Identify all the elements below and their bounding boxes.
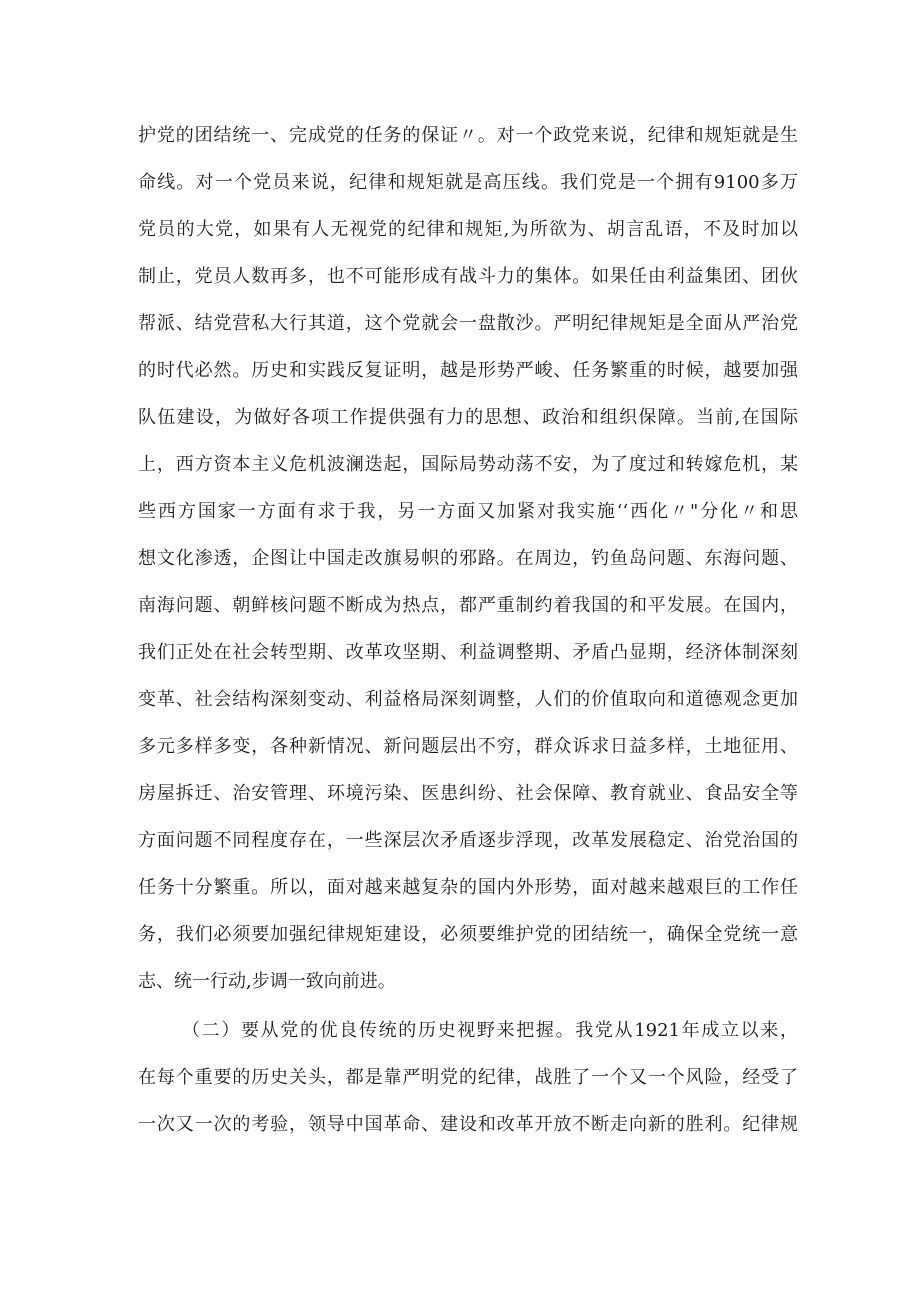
text-line: 的时代必然。历史和实践反复证明，越是形势严峻、任务繁重的时候，越要加强 [138, 360, 798, 381]
text-line: 护党的团结统一、完成党的任务的保证〃。对一个政党来说，纪律和规矩就是生 [138, 125, 798, 146]
text-line: 命线。对一个党员来说，纪律和规矩就是高压线。我们党是一个拥有9100多万 [138, 172, 798, 193]
text-line: 变革、社会结构深刻变动、利益格局深刻调整，人们的价值取向和道德观念更加 [138, 689, 798, 710]
text-line: （二）要从党的优良传统的历史视野来把握。我党从1921年成立以来， [182, 1020, 798, 1041]
text-line: 志、统一行动,步调一致向前进。 [138, 971, 396, 992]
text-line: 我们正处在社会转型期、改革攻坚期、利益调整期、矛盾凸显期，经济体制深刻 [138, 642, 798, 663]
text-line: 想文化渗透，企图让中国走改旗易帜的邪路。在周边，钓鱼岛问题、东海问题、 [138, 548, 798, 569]
text-line: 南海问题、朝鲜核问题不断成为热点，都严重制约着我国的和平发展。在国内， [138, 595, 798, 616]
text-line: 帮派、结党营私大行其道，这个党就会一盘散沙。严明纪律规矩是全面从严治党 [138, 313, 798, 334]
text-line: 一次又一次的考验，领导中国革命、建设和改革开放不断走向新的胜利。纪律规 [138, 1114, 798, 1135]
text-line: 些西方国家一方面有求于我，另一方面又加紧对我实施‘‘西化〃"分化〃和思 [138, 501, 798, 522]
text-line: 党员的大党，如果有人无视党的纪律和规矩,为所欲为、胡言乱语，不及时加以 [138, 219, 798, 240]
paragraph-2 [138, 1007, 798, 1148]
text-line: 多元多样多变，各种新情况、新问题层出不穷，群众诉求日益多样，土地征用、 [138, 736, 798, 757]
document-body [138, 112, 798, 1148]
text-line: 任务十分繁重。所以，面对越来越复杂的国内外形势，面对越来越艰巨的工作任 [138, 877, 798, 898]
text-line: 在每个重要的历史关头，都是靠严明党的纪律，战胜了一个又一个风险，经受了 [138, 1067, 798, 1088]
text-line: 房屋拆迁、治安管理、环境污染、医患纠纷、社会保障、教育就业、食品安全等 [138, 783, 798, 804]
text-line: 方面问题不同程度存在，一些深层次矛盾逐步浮现，改革发展稳定、治党治国的 [138, 830, 798, 851]
text-line: 制止，党员人数再多，也不可能形成有战斗力的集体。如果任由利益集团、团伙 [138, 266, 798, 287]
text-line: 队伍建设，为做好各项工作提供强有力的思想、政治和组织保障。当前,在国际 [138, 407, 798, 428]
text-line: 务，我们必须要加强纪律规矩建设，必须要维护党的团结统一，确保全党统一意 [138, 924, 798, 945]
paragraph-1 [138, 112, 798, 1005]
text-line: 上，西方资本主义危机波澜迭起，国际局势动荡不安，为了度过和转嫁危机，某 [138, 454, 798, 475]
